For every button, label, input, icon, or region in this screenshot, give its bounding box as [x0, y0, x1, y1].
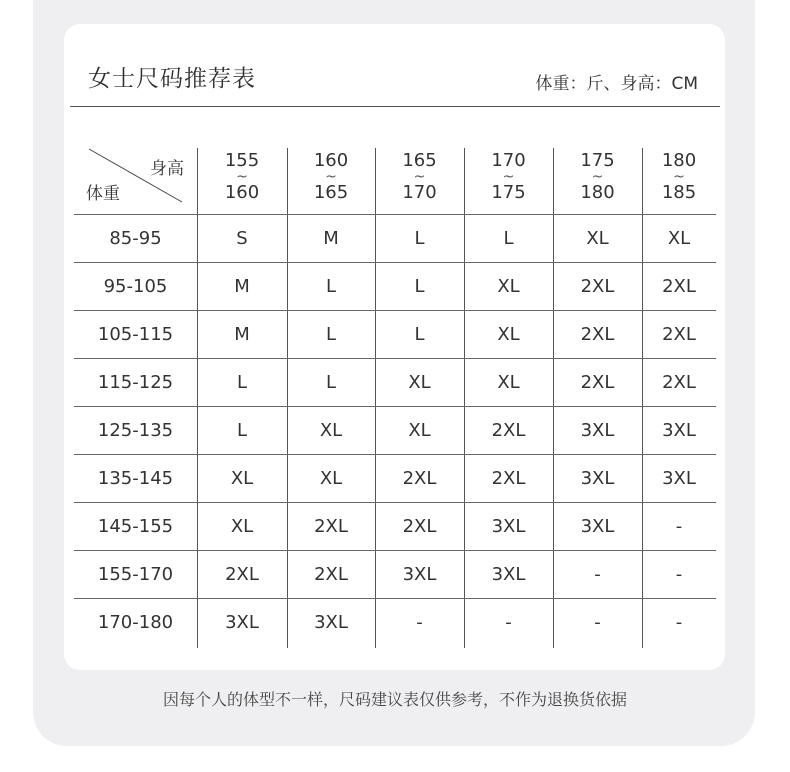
range-tilde: ~	[591, 169, 604, 185]
weight-row-header: 125-135	[97, 420, 174, 441]
size-cell: L	[414, 276, 425, 297]
weight-row-header: 85-95	[109, 228, 162, 249]
range-tilde: ~	[236, 169, 248, 185]
size-cell: L	[325, 324, 337, 345]
size-cell: -	[594, 612, 601, 633]
size-cell: XL	[319, 468, 343, 489]
height-range-to: 160	[224, 182, 260, 203]
height-column-header	[642, 150, 716, 210]
size-cell: L	[236, 420, 248, 441]
weight-row-header: 95-105	[103, 276, 168, 297]
size-cell: XL	[667, 228, 691, 249]
size-cell: -	[505, 612, 512, 633]
height-column-header	[287, 150, 375, 210]
disclaimer-note: 因每个人的体型不一样，尺码建议表仅供参考，不作为退换货依据	[162, 690, 627, 709]
height-range-to: 165	[313, 182, 349, 203]
size-cell: XL	[497, 276, 520, 297]
size-cell: 3XL	[314, 612, 348, 633]
height-range-from: 160	[313, 150, 349, 171]
size-cell: XL	[230, 468, 254, 489]
size-cell: L	[325, 276, 337, 297]
height-range-to: 170	[402, 182, 437, 203]
height-column-header	[197, 150, 287, 210]
size-cell: XL	[497, 372, 520, 393]
size-cell: 3XL	[662, 420, 696, 441]
size-cell: 2XL	[580, 276, 615, 297]
size-cell: XL	[408, 372, 431, 393]
size-cell: S	[236, 228, 248, 249]
size-cell: L	[414, 228, 425, 249]
size-cell: 2XL	[580, 324, 615, 345]
size-cell: 3XL	[491, 564, 526, 585]
range-tilde: ~	[502, 169, 515, 185]
weight-row-header: 170-180	[97, 612, 174, 633]
size-cell: XL	[497, 324, 520, 345]
height-range-from: 155	[224, 150, 260, 171]
size-cell: 2XL	[314, 516, 348, 537]
height-column-header	[464, 150, 553, 210]
height-column-header	[553, 150, 642, 210]
height-range-from: 175	[580, 150, 615, 171]
size-cell: 3XL	[225, 612, 259, 633]
size-cell: 2XL	[580, 372, 615, 393]
weight-row-header: 145-155	[97, 516, 174, 537]
weight-row-header: 105-115	[97, 324, 174, 345]
height-range-to: 185	[661, 182, 697, 203]
size-cell: 2XL	[491, 468, 526, 489]
size-cell: 3XL	[580, 468, 615, 489]
size-cell: 2XL	[662, 276, 696, 297]
size-cell: 3XL	[662, 468, 696, 489]
height-range-to: 175	[491, 182, 526, 203]
size-cell: -	[675, 564, 683, 585]
size-cell: 2XL	[662, 324, 696, 345]
size-cell: XL	[586, 228, 609, 249]
size-cell: 3XL	[491, 516, 526, 537]
size-cell: XL	[230, 516, 254, 537]
table-corner-header	[74, 148, 197, 214]
size-cell: XL	[408, 420, 431, 441]
size-cell: L	[236, 372, 248, 393]
size-cell: 3XL	[580, 516, 615, 537]
size-cell: 2XL	[402, 468, 437, 489]
weight-row-header: 155-170	[97, 564, 174, 585]
weight-row-header: 135-145	[97, 468, 174, 489]
size-cell: M	[234, 276, 250, 297]
size-cell: -	[675, 612, 683, 633]
height-axis-label: 身高	[150, 159, 184, 179]
range-tilde: ~	[325, 169, 337, 185]
size-cell: -	[675, 516, 683, 537]
size-cell: 2XL	[402, 516, 437, 537]
weight-axis-label: 体重	[86, 184, 120, 204]
page-title: 女士尺码推荐表	[88, 66, 256, 92]
height-column-header	[375, 150, 464, 210]
size-cell: 3XL	[580, 420, 615, 441]
size-cell: 3XL	[402, 564, 437, 585]
height-range-to: 180	[580, 182, 615, 203]
range-tilde: ~	[413, 169, 426, 185]
size-cell: -	[594, 564, 601, 585]
size-cell: L	[414, 324, 425, 345]
size-cell: XL	[319, 420, 343, 441]
size-cell: 2XL	[662, 372, 696, 393]
size-cell: L	[325, 372, 337, 393]
size-cell: -	[416, 612, 423, 633]
height-range-from: 180	[661, 150, 697, 171]
unit-note: 体重：斤、身高：CM	[535, 74, 698, 94]
range-tilde: ~	[673, 169, 685, 185]
size-cell: M	[234, 324, 250, 345]
height-range-from: 170	[491, 150, 526, 171]
title-divider	[70, 106, 720, 107]
size-cell: M	[323, 228, 339, 249]
size-cell: 2XL	[225, 564, 259, 585]
size-cell: L	[503, 228, 514, 249]
height-range-from: 165	[402, 150, 437, 171]
size-cell: 2XL	[491, 420, 526, 441]
size-cell: 2XL	[314, 564, 348, 585]
weight-row-header: 115-125	[97, 372, 174, 393]
